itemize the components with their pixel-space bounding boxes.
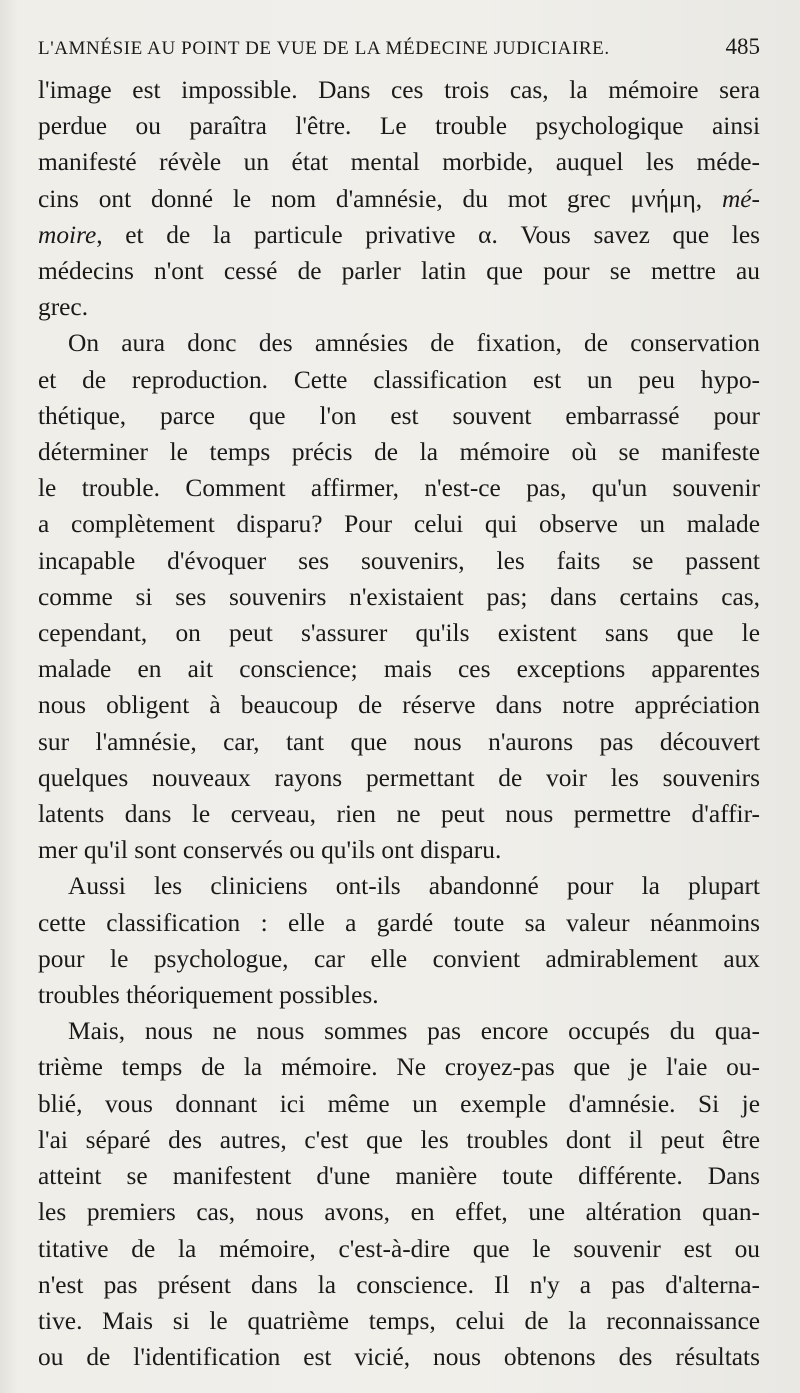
text-line: et de reproduction. Cette classification est un peu hypo- (38, 365, 760, 394)
text-line: trième temps de la mémoire. Ne croyez-pas que je l'aie ou- (38, 1053, 760, 1082)
text-line: médecins n'ont cessé de parler latin que pour se mettre au (38, 257, 760, 286)
text-line: Mais, nous ne nous sommes pas encore occupés du qua- (68, 1017, 760, 1046)
text-line: cette classification : elle a gardé toute sa valeur néanmoins (38, 908, 760, 937)
paragraph (38, 72, 760, 325)
text-line: thétique, parce que l'on est souvent embarrassé pour (38, 401, 760, 430)
text-line: latents dans le cerveau, rien ne peut nous permettre d'affir- (38, 800, 760, 829)
text-line: quelques nouveaux rayons permettant de voir les souvenirs (38, 763, 760, 792)
running-header (38, 30, 760, 64)
text-line: incapable d'évoquer ses souvenirs, les faits se passent (38, 546, 760, 575)
text-line: perdue ou paraîtra l'être. Le trouble psychologique ainsi (38, 112, 760, 141)
text-line: l'image est impossible. Dans ces trois cas, la mémoire sera (38, 76, 760, 104)
text-line: l'ai séparé des autres, c'est que les troubles dont il peut être (38, 1125, 760, 1154)
text-line: le trouble. Comment affirmer, n'est-ce pas, qu'un souvenir (38, 474, 760, 503)
text-line: tive. Mais si le quatrième temps, celui de la reconnaissance (38, 1306, 760, 1335)
text-line: n'est pas présent dans la conscience. Il n'y a pas d'alterna- (38, 1270, 760, 1299)
text-line: On aura donc des amnésies de fixation, de conservation (68, 329, 760, 358)
running-title: L'AMNÉSIE AU POINT DE VUE DE LA MÉDECINE JUDICIAIRE. (38, 38, 610, 59)
text-line: Aussi les cliniciens ont-ils abandonné pour la plupart (68, 872, 760, 901)
body-text (38, 72, 760, 1375)
page-number: 485 (725, 34, 760, 59)
text-line: cependant, on peut s'assurer qu'ils existent sans que le (38, 619, 760, 648)
text-line: nous obligent à beaucoup de réserve dans notre appréciation (38, 691, 760, 720)
paragraph (38, 1013, 760, 1375)
text-line: cins ont donné le nom d'amnésie, du mot grec μνήμη, mé- (38, 184, 760, 213)
text-line: sur l'amnésie, car, tant que nous n'aurons pas découvert (38, 727, 760, 756)
text-line: moire, et de la particule privative α. Vous savez que les (38, 220, 760, 249)
text-line: mer qu'il sont conservés ou qu'ils ont disparu. (38, 836, 502, 865)
text-line: ou de l'identification est vicié, nous obtenons des résultats (38, 1343, 760, 1372)
text-line: troubles théoriquement possibles. (38, 981, 379, 1010)
paragraph (38, 868, 760, 1013)
text-line: manifesté révèle un état mental morbide, auquel les méde- (38, 148, 760, 177)
text-line: pour le psychologue, car elle convient admirablement aux (38, 944, 760, 973)
text-line: malade en ait conscience; mais ces exceptions apparentes (38, 655, 760, 684)
text-line: déterminer le temps précis de la mémoire où se manifeste (38, 438, 760, 467)
text-line: grec. (38, 293, 89, 322)
text-line: a complètement disparu? Pour celui qui observe un malade (38, 510, 760, 539)
text-line: comme si ses souvenirs n'existaient pas; dans certains cas, (38, 582, 760, 611)
paragraph (38, 325, 760, 868)
text-line: atteint se manifestent d'une manière toute différente. Dans (38, 1162, 760, 1191)
text-line: titative de la mémoire, c'est-à-dire que le souvenir est ou (38, 1234, 760, 1263)
text-line: blié, vous donnant ici même un exemple d'amnésie. Si je (38, 1089, 760, 1118)
text-line: les premiers cas, nous avons, en effet, une altération quan- (38, 1198, 760, 1227)
